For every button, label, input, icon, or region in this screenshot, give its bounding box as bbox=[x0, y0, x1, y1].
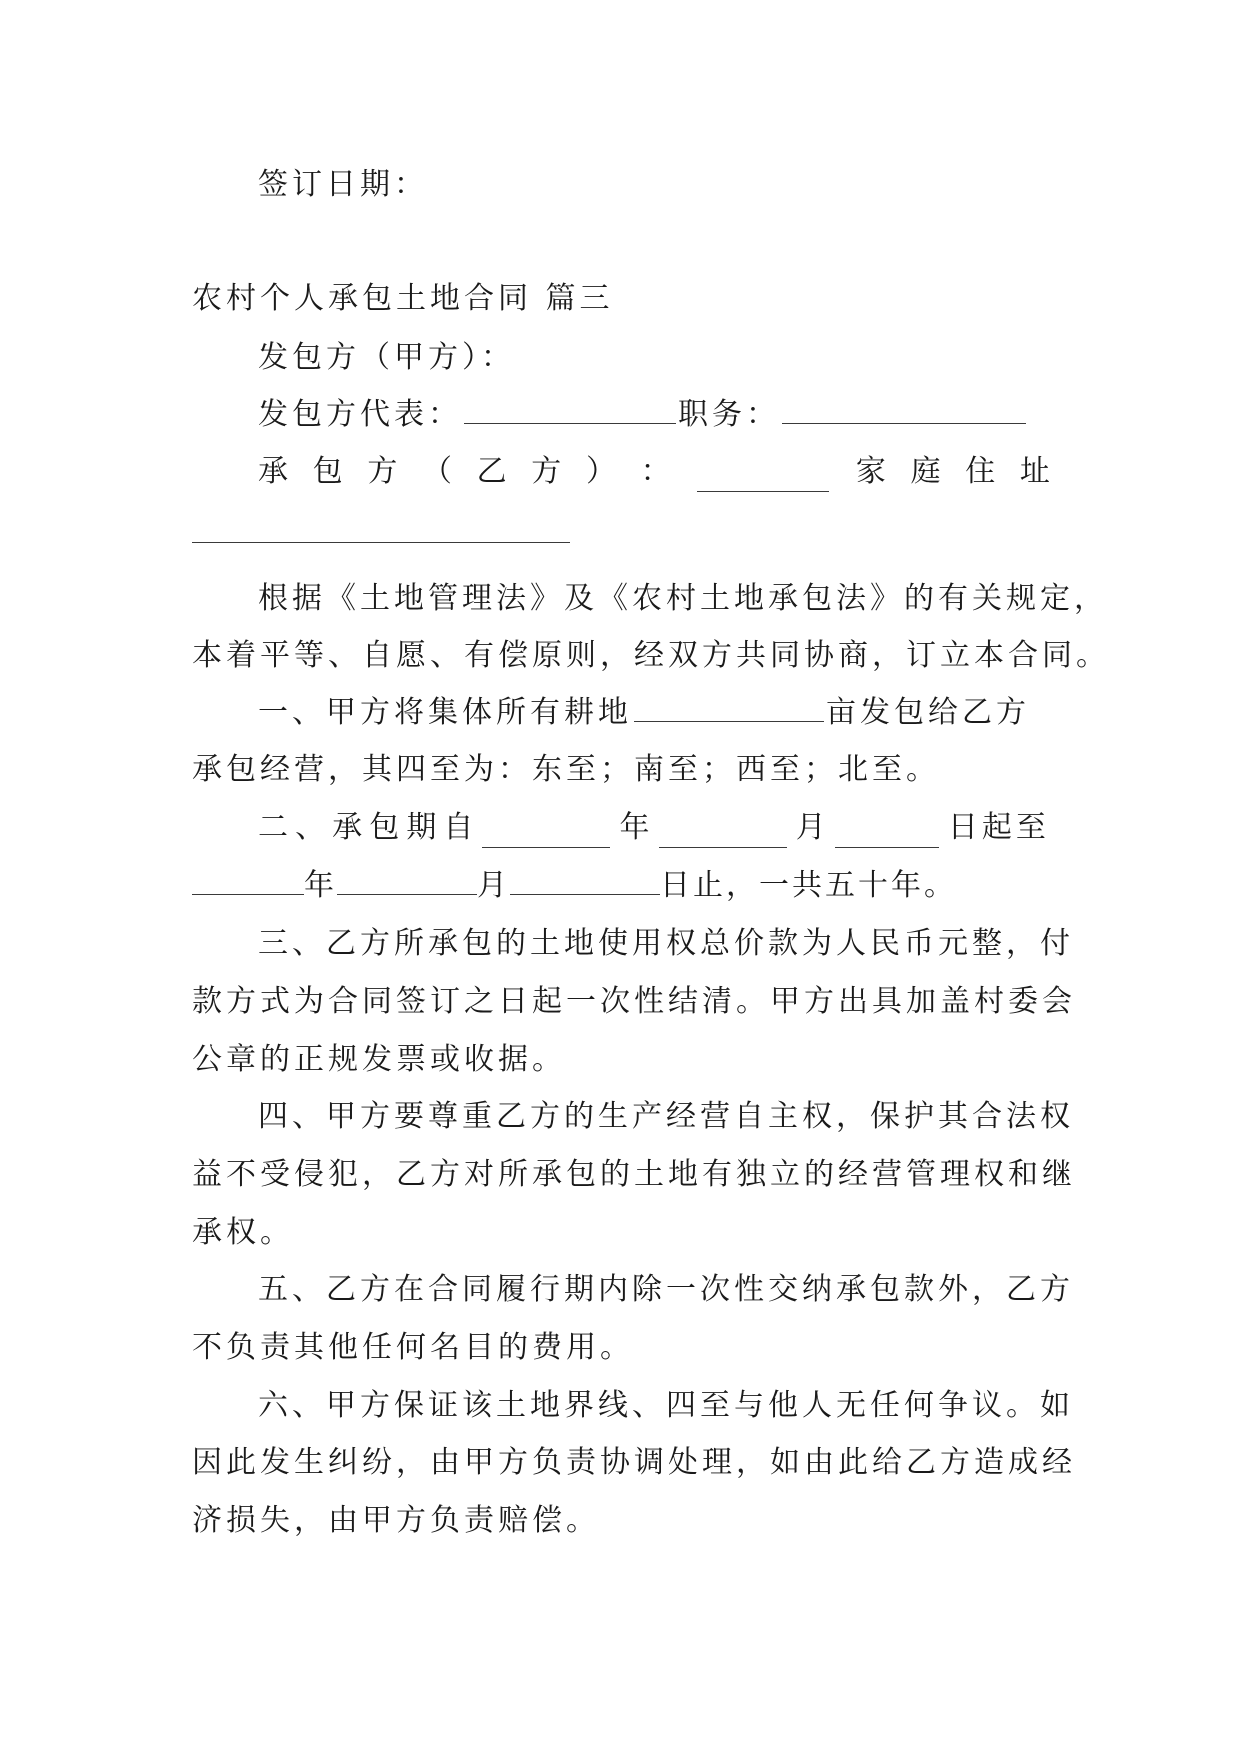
clause-6-line-2: 因此发生纠纷，由甲方负责协调处理，如由此给乙方造成经 bbox=[192, 1445, 1076, 1480]
address-blank bbox=[192, 516, 570, 543]
clause-2-char: 、 bbox=[295, 810, 326, 845]
clause-1-line-2: 承包经营，其四至为：东至；南至；西至；北至。 bbox=[192, 752, 940, 787]
address-char: 址 bbox=[1019, 454, 1050, 489]
rep-blank bbox=[464, 397, 676, 424]
party-b-line bbox=[258, 452, 1050, 492]
start-year-blank bbox=[482, 821, 610, 848]
clause-2-line-2 bbox=[192, 866, 957, 906]
clause-4-line-2: 益不受侵犯，乙方对所承包的土地有独立的经营管理权和继 bbox=[192, 1157, 1076, 1192]
start-day-blank bbox=[835, 821, 939, 848]
party-b-char: 乙 bbox=[476, 454, 507, 489]
clause-2-month: 月 bbox=[795, 810, 826, 845]
clause-3-line-1: 三、乙方所承包的土地使用权总价款为人民币元整，付 bbox=[258, 926, 1074, 961]
party-b-char: 包 bbox=[312, 454, 343, 489]
clause-2-char: 包 bbox=[369, 810, 400, 845]
party-b-char: 方 bbox=[531, 454, 562, 489]
clause-2-line-1 bbox=[258, 808, 1050, 848]
party-a-rep-label: 发包方代表： bbox=[258, 397, 462, 432]
section-title: 农村个人承包土地合同 篇三 bbox=[192, 281, 614, 316]
clause-2-char: 自 bbox=[443, 810, 474, 845]
sign-date: 签订日期： bbox=[258, 167, 428, 202]
preamble-line-1: 根据《土地管理法》及《农村土地承包法》的有关规定， bbox=[258, 581, 1108, 616]
clause-6-line-3: 济损失，由甲方负责赔偿。 bbox=[192, 1503, 600, 1538]
clause-5-line-2: 不负责其他任何名目的费用。 bbox=[192, 1330, 634, 1365]
clause-2-year-2: 年 bbox=[304, 868, 337, 903]
end-month-blank bbox=[337, 868, 477, 895]
clause-2-from: 日起至 bbox=[947, 810, 1050, 845]
address-blank-line bbox=[192, 514, 570, 554]
party-b-char: 承 bbox=[258, 454, 288, 489]
clause-2-char: 二 bbox=[258, 810, 288, 845]
clause-6-line-1: 六、甲方保证该土地界线、四至与他人无任何争议。如 bbox=[258, 1388, 1074, 1423]
address-char: 家 bbox=[855, 454, 886, 489]
start-month-blank bbox=[659, 821, 787, 848]
clause-1-text-a: 一、甲方将集体所有耕地 bbox=[258, 695, 632, 730]
position-blank bbox=[782, 397, 1026, 424]
clause-2-end: 日止，一共五十年。 bbox=[660, 868, 957, 903]
preamble-line-2: 本着平等、自愿、有偿原则，经双方共同协商，订立本合同。 bbox=[192, 638, 1110, 673]
end-year-blank bbox=[192, 868, 304, 895]
address-char: 住 bbox=[965, 454, 996, 489]
acreage-blank bbox=[634, 695, 824, 722]
clause-2-char: 承 bbox=[332, 810, 363, 845]
party-a-line: 发包方（甲方）： bbox=[258, 340, 515, 375]
position-label: 职务： bbox=[678, 397, 780, 432]
clause-3-line-2: 款方式为合同签订之日起一次性结清。甲方出具加盖村委会 bbox=[192, 984, 1076, 1019]
clause-4-line-1: 四、甲方要尊重乙方的生产经营自主权，保护其合法权 bbox=[258, 1099, 1074, 1134]
clause-2-char: 期 bbox=[406, 810, 437, 845]
clause-3-line-3: 公章的正规发票或收据。 bbox=[192, 1042, 566, 1077]
party-a-rep-line bbox=[258, 395, 1028, 435]
clause-1-text-b: 亩发包给乙方 bbox=[826, 695, 1030, 730]
party-b-blank bbox=[697, 465, 829, 492]
party-b-char: ： bbox=[640, 454, 671, 489]
end-day-blank bbox=[510, 868, 660, 895]
clause-5-line-1: 五、乙方在合同履行期内除一次性交纳承包款外，乙方 bbox=[258, 1272, 1074, 1307]
party-b-char: （ bbox=[421, 454, 452, 489]
party-b-char: ） bbox=[585, 454, 616, 489]
clause-2-month-2: 月 bbox=[477, 868, 510, 903]
party-b-char: 方 bbox=[367, 454, 398, 489]
clause-4-line-3: 承权。 bbox=[192, 1215, 294, 1250]
clause-1-line-1 bbox=[258, 693, 1030, 733]
address-char: 庭 bbox=[910, 454, 941, 489]
clause-2-year: 年 bbox=[619, 810, 650, 845]
